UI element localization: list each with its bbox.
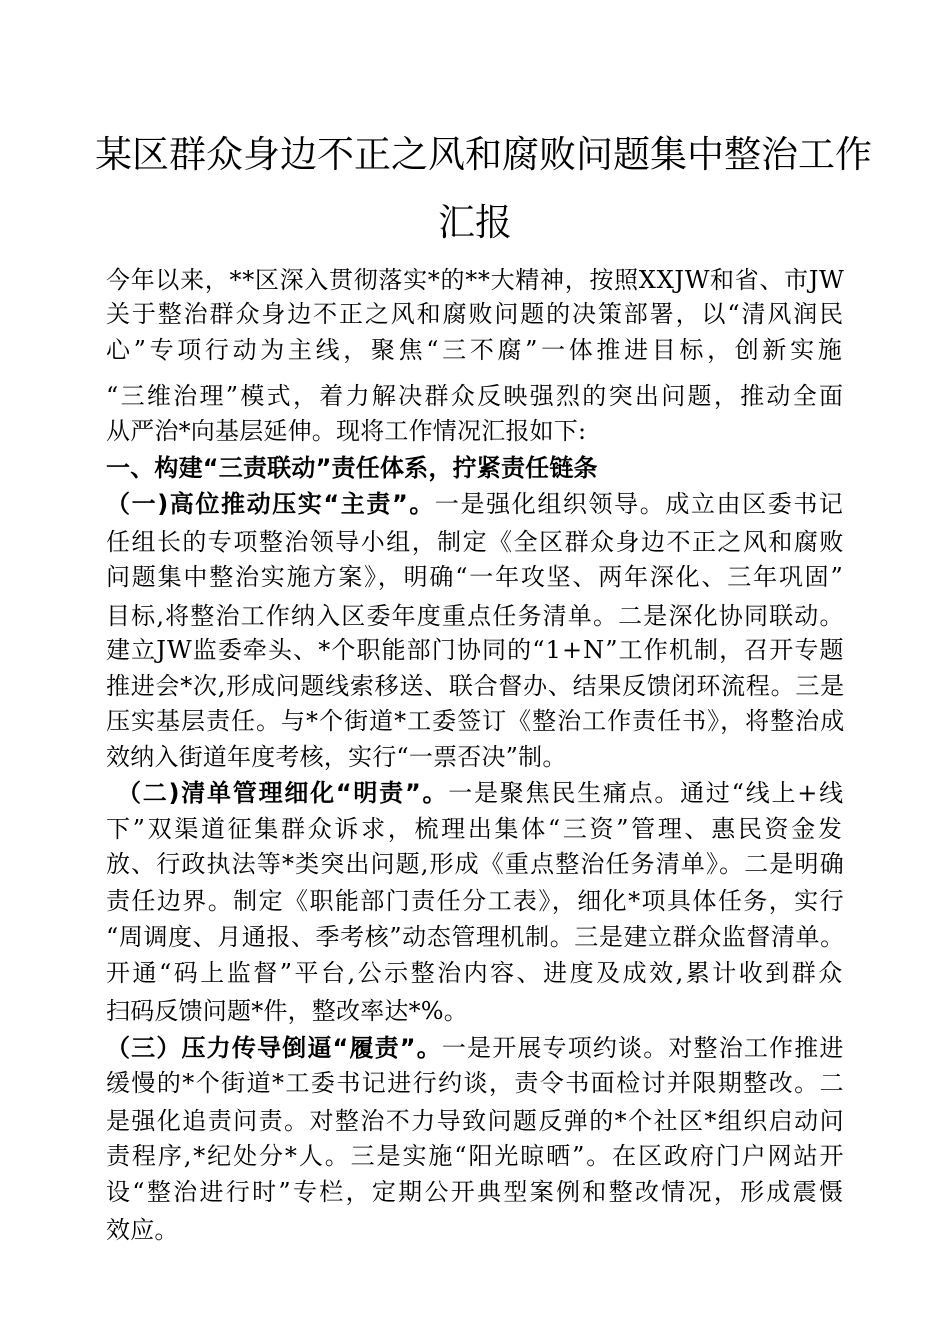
paragraph-line [106, 1104, 845, 1138]
paragraph-text: 效应。 [106, 1216, 179, 1244]
paragraph-line [106, 994, 468, 1028]
paragraph-line [106, 263, 845, 297]
paragraph-line [106, 920, 845, 954]
paragraph-text: 设“整治进行时”专栏，定期公开典型案例和整改情况，形成震慑 [106, 1178, 846, 1206]
paragraph-line [106, 704, 845, 738]
paragraph-line [106, 669, 845, 703]
paragraph-line [106, 297, 845, 331]
paragraph-line-with-heading [106, 487, 845, 521]
paragraph-text: 一是强化组织领导。成立由区委书记 [434, 490, 845, 518]
paragraph-text: 下”双渠道征集群众诉求，梳理出集体“三资”管理、惠民资金发 [106, 815, 845, 843]
section-heading: （二)清单管理细化“明责”。 [117, 779, 449, 807]
paragraph-line [106, 884, 845, 918]
paragraph-line [106, 1139, 845, 1173]
paragraph-line [106, 847, 845, 881]
paragraph-text: “三维治理”模式，着力解决群众反映强烈的突出问题，推动全面 [106, 382, 846, 410]
paragraph-line-with-heading [117, 776, 845, 810]
paragraph-line [106, 956, 845, 990]
section-heading: （三）压力传导倒逼“履责”。 [106, 1034, 442, 1062]
paragraph-line [106, 740, 567, 774]
document-title-line-1: 某区群众身边不正之风和腐败问题集中整治工作 [95, 133, 872, 176]
paragraph-line [106, 379, 845, 413]
paragraph-text: 责程序,*纪处分*人。三是实施“阳光晾晒”。在区政府门户网站开 [106, 1142, 846, 1170]
paragraph-line [106, 525, 845, 559]
paragraph-line [106, 560, 845, 594]
paragraph-text: 开通“码上监督”平台,公示整治内容、进度及成效,累计收到群众 [106, 959, 845, 987]
paragraph-line-with-heading [106, 1031, 845, 1065]
paragraph-text: 任组长的专项整治领导小组，制定《全区群众身边不正之风和腐败 [106, 528, 845, 556]
paragraph-text: 一是开展专项约谈。对整治工作推进 [441, 1034, 845, 1062]
paragraph-text: 问题集中整治实施方案》，明确“一年攻坚、两年深化、三年巩固” [106, 563, 845, 591]
paragraph-text: 压实基层责任。与*个街道*工委签订《整治工作责任书》，将整治成 [106, 707, 846, 735]
paragraph-line [106, 1175, 845, 1209]
paragraph-line [106, 599, 845, 633]
paragraph-line-with-heading [106, 451, 598, 485]
paragraph-text: 心”专项行动为主线，聚焦“三不腐”一体推进目标，创新实施 [106, 336, 846, 364]
paragraph-line [106, 414, 586, 448]
paragraph-text: 放、行政执法等*类突出问题,形成《重点整治任务清单》。二是明确 [106, 850, 845, 878]
paragraph-line [106, 633, 845, 667]
paragraph-text: 扫码反馈问题*件，整改率达*%。 [106, 997, 469, 1025]
paragraph-line [106, 812, 845, 846]
document-title-line-2: 汇报 [438, 201, 512, 244]
paragraph-text: 关于整治群众身边不正之风和腐败问题的决策部署，以“清风润民 [106, 300, 846, 328]
paragraph-text: 效纳入街道年度考核，实行“一票否决”制。 [106, 743, 567, 771]
paragraph-text: 今年以来，**区深入贯彻落实*的**大精神，按照XXJW和省、市JW [106, 266, 845, 294]
section-heading: 一、构建“三责联动”责任体系，拧紧责任链条 [106, 454, 598, 482]
paragraph-text: “周调度、月通报、季考核”动态管理机制。三是建立群众监督清单。 [106, 923, 845, 951]
paragraph-text: 建立JW监委牵头、*个职能部门协同的“1+N”工作机制，召开专题 [106, 636, 845, 664]
paragraph-line [106, 1066, 845, 1100]
paragraph-text: 责任边界。制定《职能部门责任分工表》，细化*项具体任务，实行 [106, 887, 845, 915]
paragraph-text: 缓慢的*个街道*工委书记进行约谈，责令书面检讨并限期整改。二 [106, 1069, 845, 1097]
paragraph-line [106, 1213, 179, 1247]
paragraph-text: 是强化追责问责。对整治不力导致问题反弹的*个社区*组织启动问 [106, 1107, 845, 1135]
paragraph-text: 推进会*次,形成问题线索移送、联合督办、结果反馈闭环流程。三是 [106, 672, 845, 700]
paragraph-line [106, 333, 845, 367]
paragraph-text: 一是聚焦民生痛点。通过“线上+线 [448, 779, 845, 807]
section-heading: （一)高位推动压实“主责”。 [106, 490, 435, 518]
paragraph-text: 目标,将整治工作纳入区委年度重点任务清单。二是深化协同联动。 [106, 602, 845, 630]
paragraph-text: 从严治*向基层延伸。现将工作情况汇报如下: [106, 417, 587, 445]
